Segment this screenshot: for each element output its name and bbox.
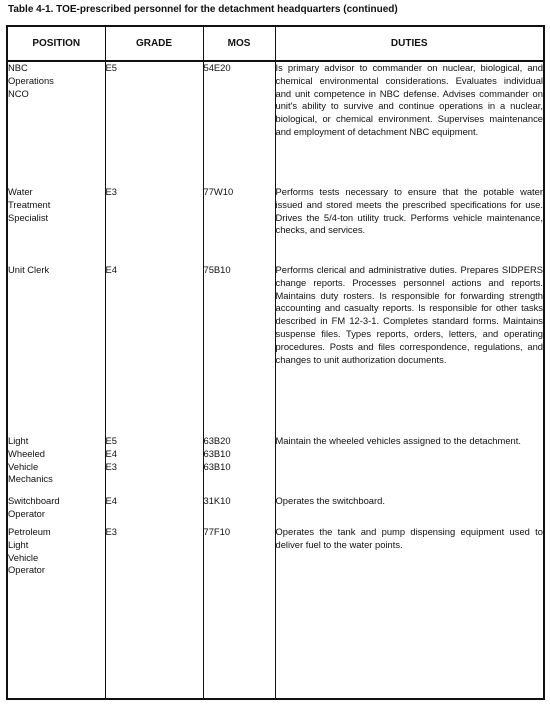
table-caption: Table 4-1. TOE-prescribed personnel for the detachment headquarters (continued)	[8, 4, 398, 15]
duties-cell: Operates the switchboard.	[275, 495, 385, 506]
position-cell: Switchboard Operator	[7, 495, 105, 526]
grade-cell: E4	[105, 495, 203, 526]
mos-cell: 77F10	[203, 526, 275, 699]
table-row	[7, 526, 544, 699]
mos-cell: 75B10	[203, 264, 275, 435]
table-row	[7, 264, 544, 435]
duties-cell: Operates the tank and pump dispensing equipment used to deliver fuel to the water points.	[275, 526, 543, 550]
table-header-row	[7, 26, 544, 61]
column-header-grade: GRADE	[105, 26, 203, 61]
duties-cell: Is primary advisor to commander on nuclear, biological, and chemical environmental considerations. Evaluates individual and unit competence in NBC defense. Advises commander on unit's ability to survive and continue operations in a nuclear, biological, or chemical environment. Supervises maintenance and employment of detachment NBC equipment.	[275, 62, 543, 137]
table-row	[7, 186, 544, 264]
column-header-duties: DUTIES	[275, 26, 544, 61]
grade-cell: E4	[105, 264, 203, 435]
duties-cell: Performs clerical and administrative duties. Prepares SIDPERS change reports. Processes personnel actions and reports. Maintains duty rosters. Is responsible for forwarding strength accounting and casualty reports. Is responsible for other tasks described in FM 12-3-1. Completes standard forms. Maintains suspense files. Types reports, orders, letters, and operating procedures. Posts and files correspondence, regulations, and changes to unit authorization documents.	[275, 264, 543, 365]
duties-cell: Performs tests necessary to ensure that the potable water issued and stored meets the prescribed specifications for use. Drives the 5/4-ton utility truck. Performs vehicle maintenance, checks, and services.	[275, 186, 543, 236]
table-row	[7, 495, 544, 526]
position-cell: Light Wheeled Vehicle Mechanics	[7, 435, 105, 495]
mos-cell: 77W10	[203, 186, 275, 264]
position-cell: NBC Operations NCO	[7, 61, 105, 186]
grade-cell: E5	[105, 61, 203, 186]
mos-cell: 54E20	[203, 61, 275, 186]
table-row	[7, 435, 544, 495]
mos-cell: 63B20 63B10 63B10	[203, 435, 275, 495]
position-cell: Unit Clerk	[7, 264, 105, 435]
mos-cell: 31K10	[203, 495, 275, 526]
column-header-mos: MOS	[203, 26, 275, 61]
position-cell: Petroleum Light Vehicle Operator	[7, 526, 105, 699]
personnel-table	[6, 25, 545, 700]
position-cell: Water Treatment Specialist	[7, 186, 105, 264]
grade-cell: E3	[105, 526, 203, 699]
duties-cell: Maintain the wheeled vehicles assigned to the detachment.	[275, 435, 521, 446]
column-header-position: POSITION	[7, 26, 105, 61]
grade-cell: E3	[105, 186, 203, 264]
grade-cell: E5 E4 E3	[105, 435, 203, 495]
table-row	[7, 61, 544, 186]
